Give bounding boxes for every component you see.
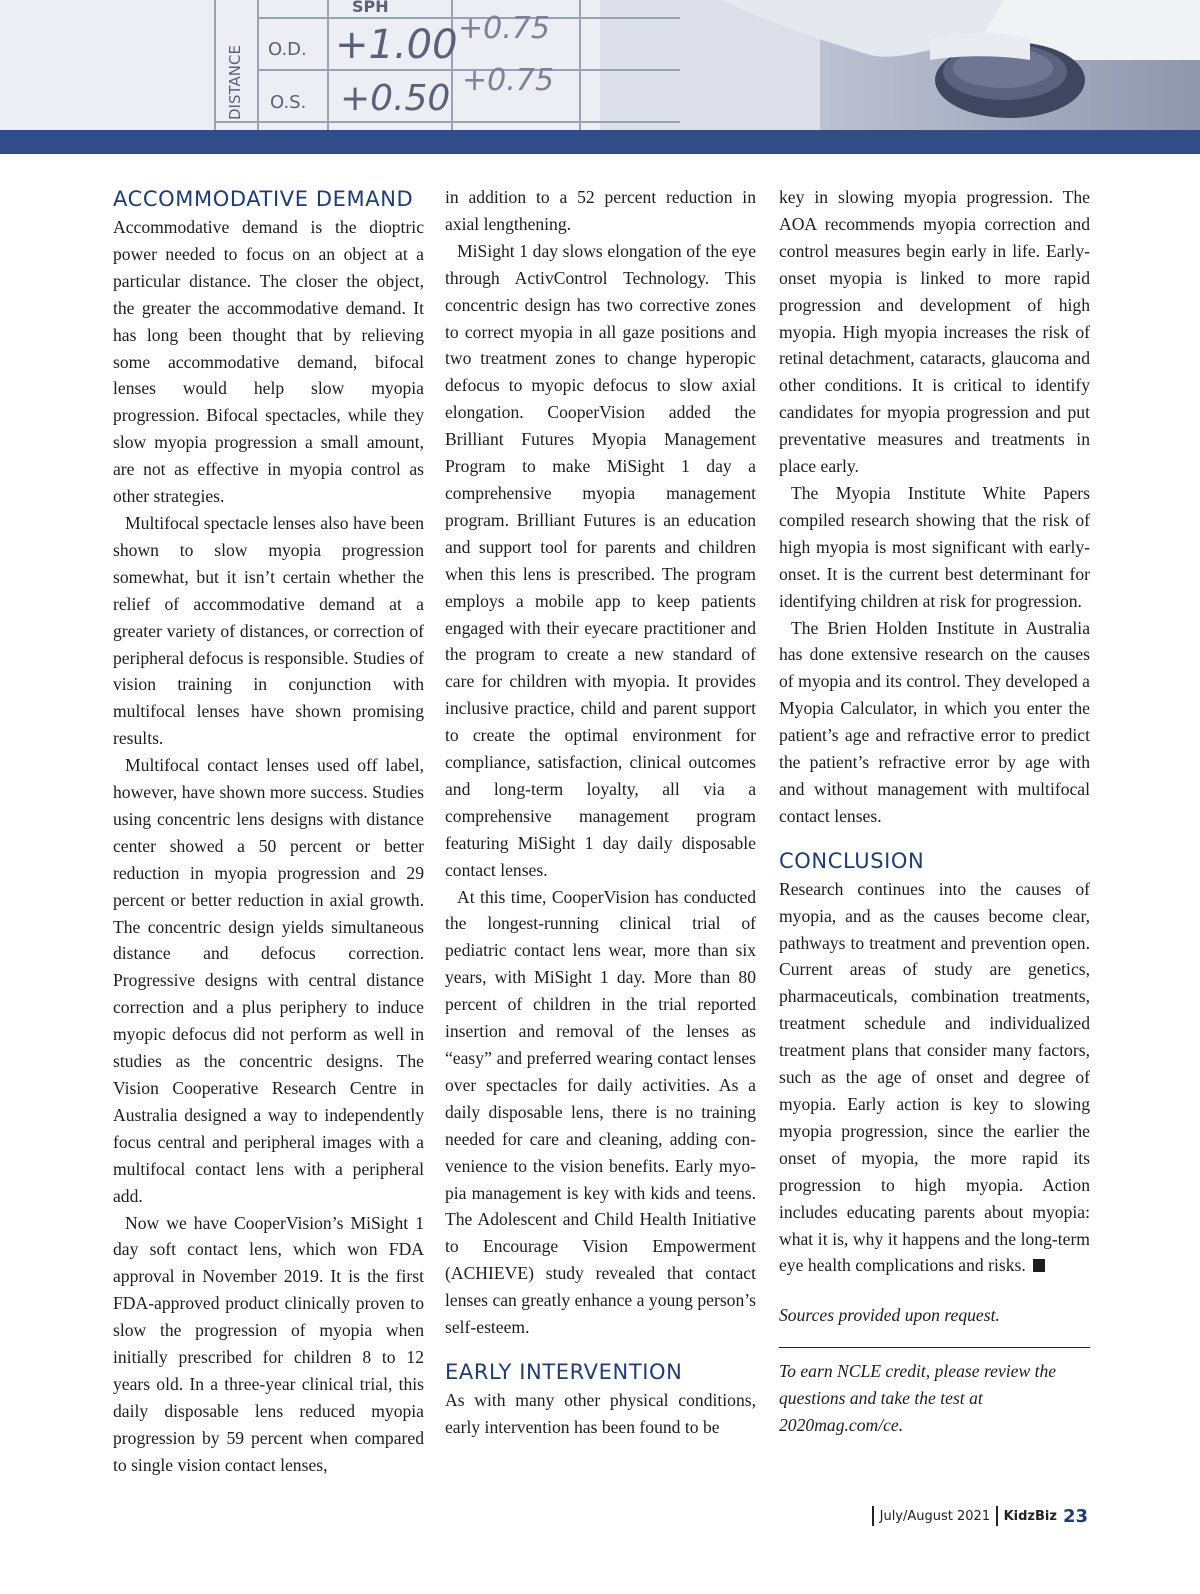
paragraph: Multifocal contact lenses used off label, however, have shown more success. Studies using concentric lens designs with distance center showed a 50 percent or better reduction in myopia progression and 29 percent or better reduction in axial growth. The concentric design yields simultaneous distance and defocus correction. Progressive designs with central distance correction and a plus periphery to induce myopic defocus did not perform as well in studies as the concentric designs. The Vision Cooperative Research Centre in Australia designed a way to independently focus central and peripheral images with a multifocal contact lens with a peripheral add. xyxy=(113,755,424,1206)
column-1 xyxy=(113,184,424,1479)
ncle-credit-note: To earn NCLE credit, please review the questions and take the test at 2020mag.com/ce. xyxy=(779,1361,1057,1436)
conclusion-text: Research continues into the causes of myopia, and as the causes become clear, pathways to treatment and prevention open. Current areas of study are genetics, pharmaceuticals, combination treatments, treatment schedule and individualized treatment plans that consider many factors, such as the age of onset and degree of myopia. Early action is key to slowing myopia progression, since the earlier the onset of myopia, the more rapid its progression to high myopia. Action includes educating parents about myopia: what it is, why it happens and the long-term eye health complications and risks. xyxy=(779,878,1090,1276)
paragraph: key in slowing myopia progression. The AOA recommends myopia correction and control measures begin early in life. Early-onset myopia is linked to more rapid progression and development of high myopia. High myopia increases the risk of retinal detachment, cataracts, glaucoma and other conditions. It is critical to identify candidates for myopia progression and put preventative measures and treatments in place early. xyxy=(779,187,1090,477)
conclusion-paragraph xyxy=(779,876,1090,1280)
header-band xyxy=(0,130,1200,154)
paragraph: Now we have CooperVision’s MiSight 1 day soft contact lens, which won FDA approval in November 2019. It is the first FDA-approved product clinically proven to slow the progression of myopia when initially prescribed for children 8 to 12 years old. In a three-year clinical trial, this daily disposable lens reduced myopia progression by 59 percent when compared to single vision contact lenses, xyxy=(113,1212,424,1475)
os-label: O.S. xyxy=(270,92,307,113)
heading-early-intervention: EARLY INTERVENTION xyxy=(445,1359,683,1384)
divider xyxy=(779,1347,1090,1348)
hero-image xyxy=(0,0,1200,130)
divider xyxy=(872,1506,874,1526)
os-value-2: +0.75 xyxy=(462,63,554,98)
end-mark-icon xyxy=(1033,1259,1045,1272)
paragraph: Multifocal spectacle lenses also have been shown to slow myopia progression somewhat, but it isn’t certain whether the relief of accommodative demand at a greater variety of distances, or correction of peripheral defocus is responsible. Studies of vision training in conjunction with multifocal lenses have shown promising results. xyxy=(113,512,424,749)
page-number: 23 xyxy=(1062,1505,1088,1527)
paragraph: in addition to a 52 percent reduction in axial lengthening. xyxy=(445,187,756,234)
paragraph: Accommodative demand is the dioptric power needed to focus on an object at a particular distance. The closer the object, the greater the accommodative demand. It has long been thought that by relieving some accommodative demand, bifocal lenses would help slow myopia progression. Bifocal spectacles, while they slow myopia progression a small amount, are not as effective in myopia control as other strategies. xyxy=(113,217,424,507)
paragraph: MiSight 1 day slows elongation of the eye through ActivControl Technology. This concentric design has two corrective zones to correct myopia in all gaze positions and two treatment zones to change hyperopic defocus to myopic defocus to slow axial elongation. CooperVision added the Brilliant Futures Myopia Management Program to make MiSight 1 day a comprehensive myopia management program. Brilliant Futures is an education and support tool for parents and children when this lens is prescribed. The program employs a mobile app to keep patients engaged with their eyecare practitioner and the program to create a new standard of care for children with myopia. It provides inclusive practice, child and parent support to create the optimal environment for compliance, satisfaction, clinical outcomes and long-term loyalty, all via a comprehensive management program featuring MiSight 1 day daily disposable contact lenses. xyxy=(445,240,756,880)
os-value-1: +0.50 xyxy=(340,78,451,119)
column-2 xyxy=(445,184,756,1441)
page-footer xyxy=(866,1505,1088,1527)
paragraph: The Myopia Institute White Papers compiled research showing that the risk of high myopia is most significant with early-onset. It is the current best determinant for identifying children at risk for progression. xyxy=(779,482,1090,611)
prescription-card-illustration xyxy=(0,0,1200,130)
od-label: O.D. xyxy=(268,39,307,60)
column-3 xyxy=(779,184,1090,1439)
sources-note: Sources provided upon request. xyxy=(779,1305,1000,1326)
distance-label: DISTANCE xyxy=(226,45,244,120)
heading-accommodative-demand: ACCOMMODATIVE DEMAND xyxy=(113,187,414,211)
od-value-1: +1.00 xyxy=(335,22,458,68)
sph-header: SPH xyxy=(352,0,389,16)
magazine-name: KidzBiz xyxy=(1003,1508,1057,1524)
heading-conclusion: CONCLUSION xyxy=(779,848,925,873)
paragraph: As with many other physical conditions, early intervention has been found to be xyxy=(445,1389,756,1437)
issue-date: July/August 2021 xyxy=(879,1508,991,1524)
divider xyxy=(996,1506,998,1526)
paragraph: The Brien Holden Institute in Australia has done extensive research on the causes of myopia and its control. They developed a Myopia Calculator, in which you enter the patient’s age and refractive error to predict the patient’s refractive error by age with and without management with multifocal contact lenses. xyxy=(779,617,1090,826)
paragraph: At this time, CooperVision has conducted the longest-running clinical trial of pediatric contact lens wear, more than six years, with MiSight 1 day. More than 80 percent of children in the trial reported insertion and removal of the lenses as “easy” and preferred wearing contact lenses over spectacles for daily activities. As a daily disposable lens, there is no training needed for care and cleaning, adding convenience to the vision benefits. Early myopia management is key with kids and teens. The Adolescent and Child Health Initiative to Encourage Vision Empowerment (ACHIEVE) study revealed that contact lenses can greatly enhance a young person’s self-esteem. xyxy=(445,886,756,1338)
od-value-2: +0.75 xyxy=(458,11,550,46)
